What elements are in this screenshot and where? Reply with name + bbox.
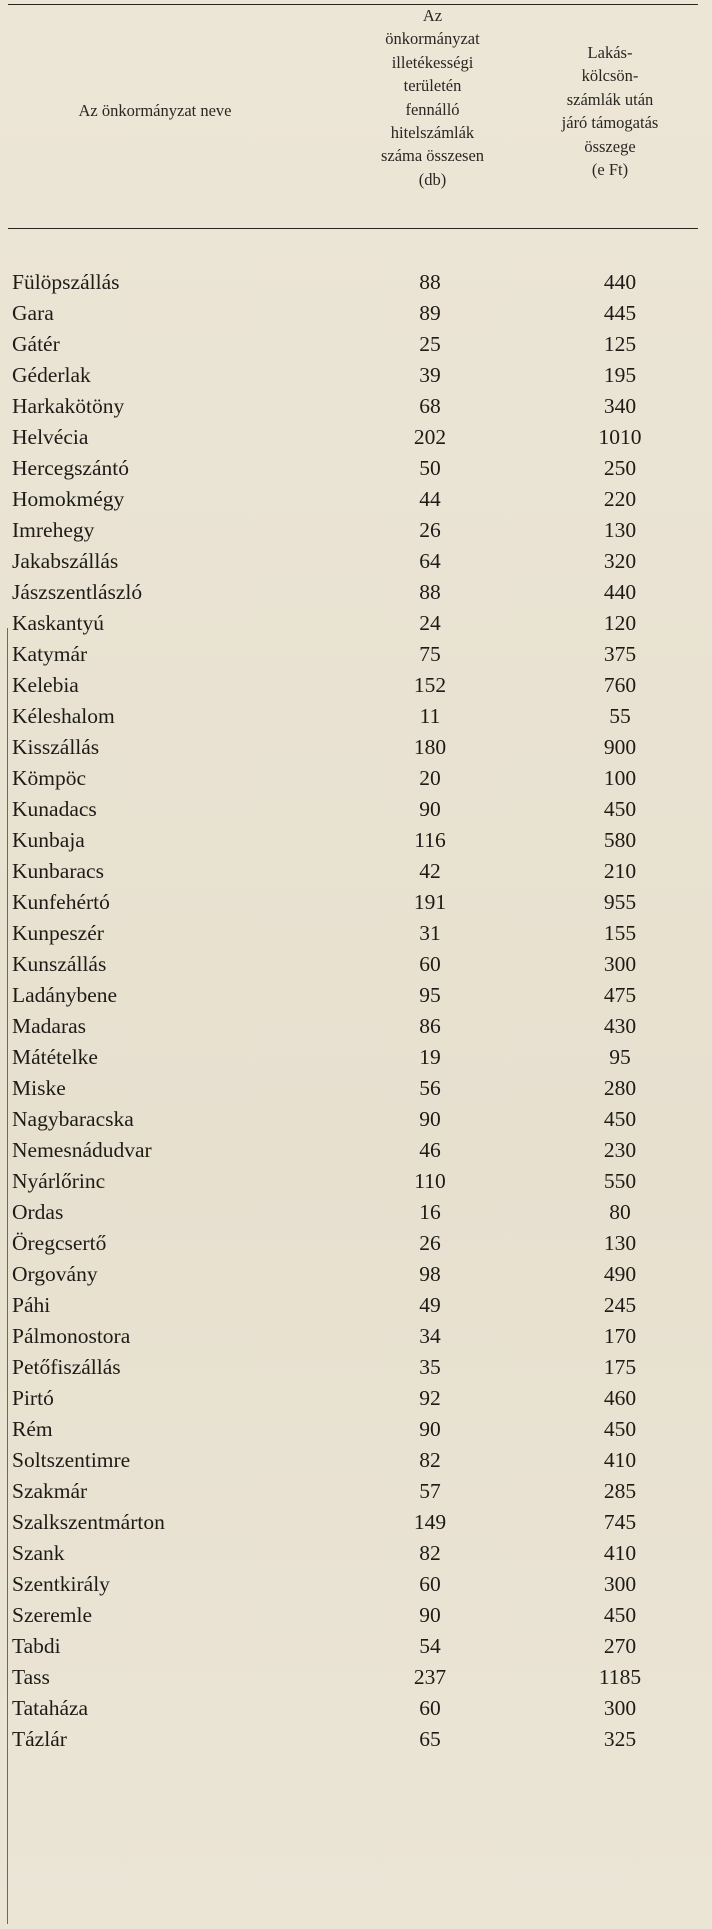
table-row	[0, 422, 712, 453]
account-count: 44	[419, 487, 441, 511]
support-amount: 460	[603, 1386, 637, 1410]
support-amount: 230	[603, 1138, 637, 1162]
header-amount-line: (e Ft)	[591, 160, 629, 180]
support-amount: 1010	[598, 425, 642, 449]
support-amount: 450	[603, 797, 637, 821]
municipality-name: Kunbaracs	[12, 859, 104, 883]
support-amount: 80	[609, 1200, 631, 1224]
support-amount: 450	[603, 1603, 637, 1627]
header-count-column	[345, 4, 520, 191]
table-row	[0, 1073, 712, 1104]
table-row	[0, 1600, 712, 1631]
table-row	[0, 1383, 712, 1414]
account-count: 11	[419, 704, 441, 728]
account-count: 25	[419, 332, 441, 356]
municipality-name: Öregcsertő	[12, 1231, 107, 1255]
table-row	[0, 1135, 712, 1166]
municipality-name: Tabdi	[12, 1634, 61, 1658]
header-amount-line: járó támogatás	[561, 113, 659, 133]
table-row	[0, 1228, 712, 1259]
table-row	[0, 546, 712, 577]
municipality-name: Kunszállás	[12, 952, 107, 976]
support-amount: 245	[603, 1293, 637, 1317]
support-amount: 300	[603, 1572, 637, 1596]
account-count: 152	[413, 673, 447, 697]
municipality-name: Kömpöc	[12, 766, 87, 790]
table-row	[0, 453, 712, 484]
support-amount: 155	[603, 921, 637, 945]
support-amount: 325	[603, 1727, 637, 1751]
support-amount: 95	[609, 1045, 631, 1069]
support-amount: 900	[603, 735, 637, 759]
account-count: 60	[419, 1696, 441, 1720]
account-count: 82	[419, 1541, 441, 1565]
table-row	[0, 360, 712, 391]
table-row	[0, 794, 712, 825]
account-count: 34	[419, 1324, 441, 1348]
header-count-line: területén	[403, 76, 462, 96]
header-count-line: fennálló	[405, 99, 460, 119]
account-count: 180	[413, 735, 447, 759]
header-amount-column	[530, 41, 690, 181]
account-count: 54	[419, 1634, 441, 1658]
support-amount: 100	[603, 766, 637, 790]
table-row	[0, 1290, 712, 1321]
account-count: 88	[419, 270, 441, 294]
table-row	[0, 1321, 712, 1352]
account-count: 92	[419, 1386, 441, 1410]
support-amount: 170	[603, 1324, 637, 1348]
table-row	[0, 1538, 712, 1569]
account-count: 60	[419, 952, 441, 976]
account-count: 16	[419, 1200, 441, 1224]
municipality-name: Ladánybene	[12, 983, 118, 1007]
municipality-name: Szentkirály	[12, 1572, 110, 1596]
municipality-name: Miske	[12, 1076, 66, 1100]
support-amount: 440	[603, 270, 637, 294]
municipality-name: Madaras	[12, 1014, 87, 1038]
account-count: 64	[419, 549, 441, 573]
municipality-name: Nyárlőrinc	[12, 1169, 106, 1193]
account-count: 116	[414, 828, 446, 852]
table-row	[0, 329, 712, 360]
support-amount: 285	[603, 1479, 637, 1503]
support-amount: 195	[603, 363, 637, 387]
support-amount: 175	[603, 1355, 637, 1379]
municipality-name: Kunpeszér	[12, 921, 104, 945]
support-amount: 130	[603, 1231, 637, 1255]
support-amount: 445	[603, 301, 637, 325]
account-count: 46	[419, 1138, 441, 1162]
municipality-name: Rém	[12, 1417, 53, 1441]
municipality-name: Katymár	[12, 642, 88, 666]
support-amount: 300	[603, 952, 637, 976]
support-amount: 955	[603, 890, 637, 914]
municipality-name: Helvécia	[12, 425, 89, 449]
support-amount: 320	[603, 549, 637, 573]
support-amount: 210	[603, 859, 637, 883]
municipality-name: Szank	[12, 1541, 65, 1565]
municipality-name: Tataháza	[12, 1696, 89, 1720]
support-amount: 490	[603, 1262, 637, 1286]
table-row	[0, 1259, 712, 1290]
table-row	[0, 856, 712, 887]
table-row	[0, 732, 712, 763]
header-count-line: önkormányzat	[385, 29, 480, 49]
table-row	[0, 1352, 712, 1383]
header-amount-line: számlák után	[566, 89, 654, 109]
account-count: 90	[419, 1417, 441, 1441]
municipality-name: Ordas	[12, 1200, 64, 1224]
municipality-name: Gátér	[12, 332, 60, 356]
municipality-name: Tass	[12, 1665, 50, 1689]
municipality-name: Kelebia	[12, 673, 79, 697]
account-count: 191	[413, 890, 447, 914]
support-amount: 580	[603, 828, 637, 852]
account-count: 89	[419, 301, 441, 325]
support-amount: 300	[603, 1696, 637, 1720]
table-row	[0, 1197, 712, 1228]
municipality-name: Kunfehértó	[12, 890, 110, 914]
table-row	[0, 1693, 712, 1724]
municipality-name: Szalkszentmárton	[12, 1510, 165, 1534]
account-count: 19	[419, 1045, 441, 1069]
municipality-name: Tázlár	[12, 1727, 67, 1751]
account-count: 98	[419, 1262, 441, 1286]
municipality-name: Géderlak	[12, 363, 91, 387]
header-amount-line: összege	[584, 136, 636, 156]
municipality-name: Kisszállás	[12, 735, 100, 759]
municipality-name: Pirtó	[12, 1386, 54, 1410]
table-row	[0, 267, 712, 298]
table-row	[0, 608, 712, 639]
table-row	[0, 1445, 712, 1476]
account-count: 42	[419, 859, 441, 883]
support-amount: 440	[603, 580, 637, 604]
account-count: 90	[419, 1107, 441, 1131]
table-row	[0, 1507, 712, 1538]
header-count-line: hitelszámlák	[390, 123, 475, 143]
account-count: 90	[419, 1603, 441, 1627]
header-bottom-rule	[8, 228, 698, 229]
table-row	[0, 298, 712, 329]
header-amount-line: Lakás-	[587, 43, 633, 62]
table-row	[0, 887, 712, 918]
header-count-line: száma összesen	[380, 146, 485, 166]
support-amount: 280	[603, 1076, 637, 1100]
support-amount: 410	[603, 1541, 637, 1565]
account-count: 35	[419, 1355, 441, 1379]
table-row	[0, 825, 712, 856]
support-amount: 475	[603, 983, 637, 1007]
account-count: 26	[419, 1231, 441, 1255]
support-amount: 1185	[598, 1665, 642, 1689]
support-amount: 375	[603, 642, 637, 666]
municipality-name: Harkakötöny	[12, 394, 125, 418]
account-count: 82	[419, 1448, 441, 1472]
support-amount: 340	[603, 394, 637, 418]
support-amount: 130	[603, 518, 637, 542]
account-count: 95	[419, 983, 441, 1007]
table-row	[0, 763, 712, 794]
municipality-name: Kéleshalom	[12, 704, 115, 728]
table-row	[0, 949, 712, 980]
municipality-name: Petőfiszállás	[12, 1355, 121, 1379]
support-amount: 125	[603, 332, 637, 356]
account-count: 86	[419, 1014, 441, 1038]
table-row	[0, 1042, 712, 1073]
municipality-name: Jakabszállás	[12, 549, 119, 573]
municipality-name: Fülöpszállás	[12, 270, 120, 294]
account-count: 39	[419, 363, 441, 387]
municipality-name: Kunadacs	[12, 797, 97, 821]
support-amount: 270	[603, 1634, 637, 1658]
municipality-name: Soltszentimre	[12, 1448, 131, 1472]
account-count: 50	[419, 456, 441, 480]
table-body	[0, 267, 712, 1755]
table-row	[0, 1476, 712, 1507]
municipality-name: Homokmégy	[12, 487, 125, 511]
header-amount-line: kölcsön-	[581, 66, 639, 86]
table-row	[0, 639, 712, 670]
municipality-name: Nagybaracska	[12, 1107, 134, 1131]
table-row	[0, 1569, 712, 1600]
municipality-name: Mátételke	[12, 1045, 98, 1069]
support-amount: 250	[603, 456, 637, 480]
municipality-name: Hercegszántó	[12, 456, 129, 480]
account-count: 31	[419, 921, 441, 945]
table-row	[0, 577, 712, 608]
support-amount: 760	[603, 673, 637, 697]
municipality-name: Jászszentlászló	[12, 580, 143, 604]
header-name-column	[20, 99, 290, 122]
header-count-line: (db)	[418, 169, 447, 189]
municipality-name: Szeremle	[12, 1603, 92, 1627]
support-amount: 410	[603, 1448, 637, 1472]
municipality-name: Imrehegy	[12, 518, 95, 542]
support-amount: 550	[603, 1169, 637, 1193]
support-amount: 450	[603, 1107, 637, 1131]
account-count: 110	[414, 1169, 446, 1193]
table-row	[0, 1631, 712, 1662]
table-row	[0, 1011, 712, 1042]
table-row	[0, 701, 712, 732]
table-row	[0, 484, 712, 515]
account-count: 88	[419, 580, 441, 604]
account-count: 20	[419, 766, 441, 790]
account-count: 57	[419, 1479, 441, 1503]
table-row	[0, 1414, 712, 1445]
table-row	[0, 1104, 712, 1135]
support-amount: 430	[603, 1014, 637, 1038]
municipality-name: Szakmár	[12, 1479, 88, 1503]
municipality-name: Kaskantyú	[12, 611, 104, 635]
municipality-name: Pálmonostora	[12, 1324, 131, 1348]
account-count: 49	[419, 1293, 441, 1317]
municipality-name: Páhi	[12, 1293, 51, 1317]
support-amount: 120	[603, 611, 637, 635]
header-name-text: Az önkormányzat neve	[78, 101, 232, 120]
table-row	[0, 515, 712, 546]
table-row	[0, 1166, 712, 1197]
account-count: 65	[419, 1727, 441, 1751]
support-amount: 450	[603, 1417, 637, 1441]
table-row	[0, 1662, 712, 1693]
table-row	[0, 1724, 712, 1755]
account-count: 75	[419, 642, 441, 666]
table-row	[0, 670, 712, 701]
account-count: 90	[419, 797, 441, 821]
municipality-name: Orgovány	[12, 1262, 98, 1286]
municipality-name: Nemesnádudvar	[12, 1138, 152, 1162]
account-count: 60	[419, 1572, 441, 1596]
table-row	[0, 980, 712, 1011]
account-count: 68	[419, 394, 441, 418]
account-count: 237	[413, 1665, 447, 1689]
account-count: 202	[413, 425, 447, 449]
account-count: 56	[419, 1076, 441, 1100]
municipality-name: Gara	[12, 301, 54, 325]
support-amount: 745	[603, 1510, 637, 1534]
account-count: 24	[419, 611, 441, 635]
account-count: 149	[413, 1510, 447, 1534]
table-row	[0, 918, 712, 949]
header-count-line: illetékességi	[391, 52, 474, 72]
header-count-line: Az	[422, 6, 443, 25]
municipality-name: Kunbaja	[12, 828, 85, 852]
table-row	[0, 391, 712, 422]
support-amount: 55	[609, 704, 631, 728]
support-amount: 220	[603, 487, 637, 511]
account-count: 26	[419, 518, 441, 542]
